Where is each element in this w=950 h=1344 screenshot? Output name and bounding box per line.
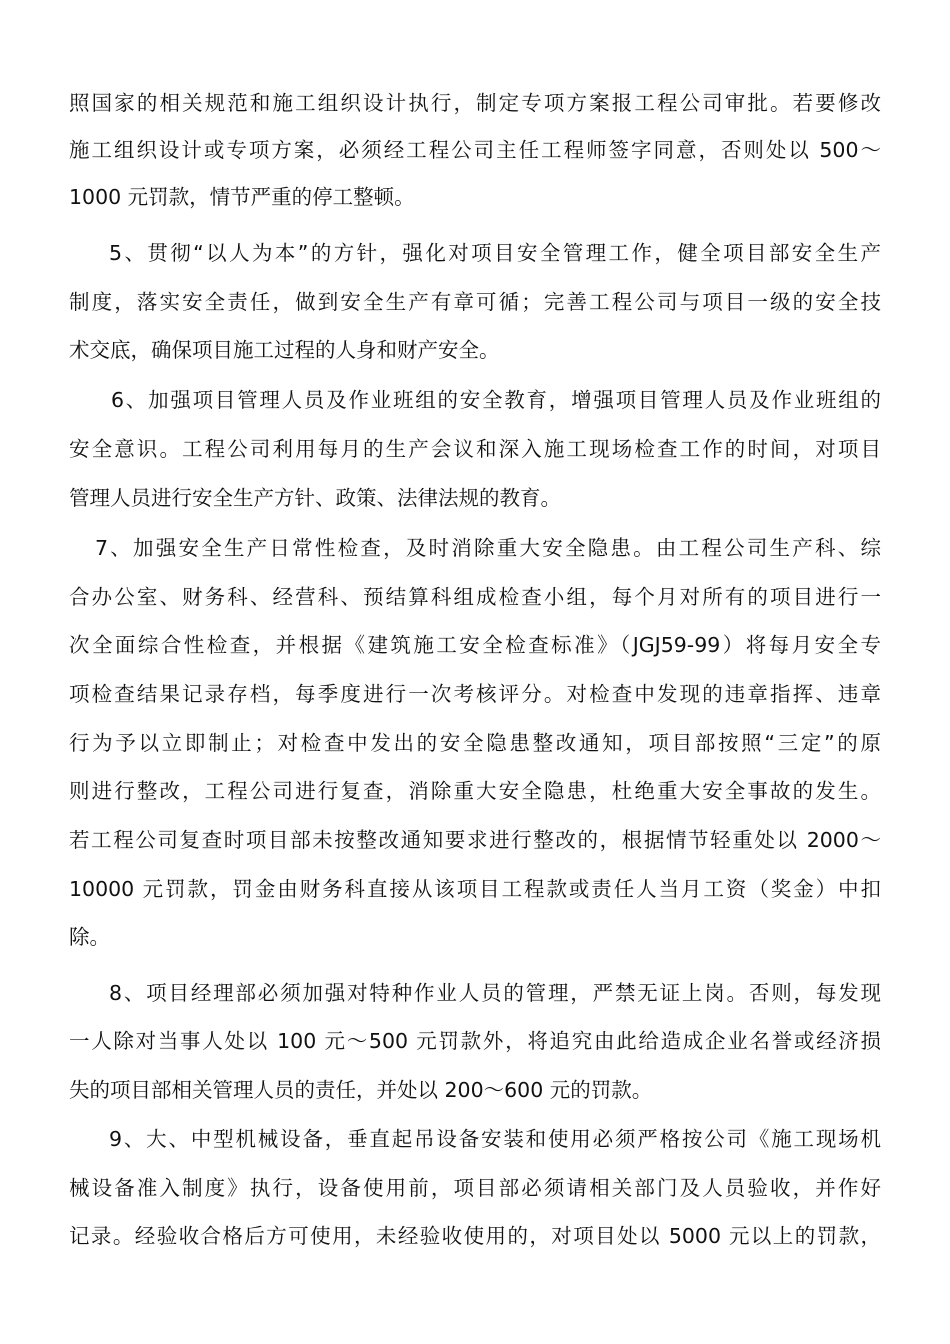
text-line: 8、项目经理部必须加强对特种作业人员的管理，严禁无证上岗。否则，每发现 [109, 981, 881, 1005]
text-line: 制度，落实安全责任，做到安全生产有章可循；完善工程公司与项目一级的安全技 [69, 290, 881, 314]
text-line: 合办公室、财务科、经营科、预结算科组成检查小组，每个月对所有的项目进行一 [69, 585, 881, 609]
text-line: 除。 [69, 925, 110, 949]
text-line: 1000 元罚款，情节严重的停工整顿。 [69, 185, 415, 209]
text-line: 项检查结果记录存档，每季度进行一次考核评分。对检查中发现的违章指挥、违章 [69, 682, 881, 706]
text-line: 械设备准入制度》执行，设备使用前，项目部必须请相关部门及人员验收，并作好 [69, 1176, 881, 1200]
text-line: 术交底，确保项目施工过程的人身和财产安全。 [69, 338, 500, 362]
text-line: 失的项目部相关管理人员的责任，并处以 200～600 元的罚款。 [69, 1078, 653, 1102]
text-line: 施工组织设计或专项方案，必须经工程公司主任工程师签字同意，否则处以 500～ [69, 138, 881, 162]
text-line: 管理人员进行安全生产方针、政策、法律法规的教育。 [69, 486, 561, 510]
text-line: 若工程公司复查时项目部未按整改通知要求进行整改的，根据情节轻重处以 2000～ [69, 828, 881, 852]
text-line: 安全意识。工程公司利用每月的生产会议和深入施工现场检查工作的时间，对项目 [69, 437, 881, 461]
text-line: 行为予以立即制止；对检查中发出的安全隐患整改通知，项目部按照“三定”的原 [69, 731, 881, 755]
text-line: 6、加强项目管理人员及作业班组的安全教育，增强项目管理人员及作业班组的 [111, 388, 881, 412]
text-line: 记录。经验收合格后方可使用，未经验收使用的，对项目处以 5000 元以上的罚款， [69, 1224, 881, 1248]
text-line: 7、加强安全生产日常性检查，及时消除重大安全隐患。由工程公司生产科、综 [95, 536, 881, 560]
text-line: 9、大、中型机械设备，垂直起吊设备安装和使用必须严格按公司《施工现场机 [109, 1127, 881, 1151]
text-line: 次全面综合性检查，并根据《建筑施工安全检查标准》（JGJ59-99）将每月安全专 [69, 633, 881, 657]
text-line: 5、贯彻“以人为本”的方针，强化对项目安全管理工作，健全项目部安全生产 [109, 241, 881, 265]
text-line: 则进行整改，工程公司进行复查，消除重大安全隐患，杜绝重大安全事故的发生。 [69, 779, 881, 803]
text-line: 一人除对当事人处以 100 元～500 元罚款外，将追究由此给造成企业名誉或经济损 [69, 1029, 881, 1053]
text-line: 照国家的相关规范和施工组织设计执行，制定专项方案报工程公司审批。若要修改 [69, 91, 881, 115]
text-line: 10000 元罚款，罚金由财务科直接从该项目工程款或责任人当月工资（奖金）中扣 [69, 877, 881, 901]
